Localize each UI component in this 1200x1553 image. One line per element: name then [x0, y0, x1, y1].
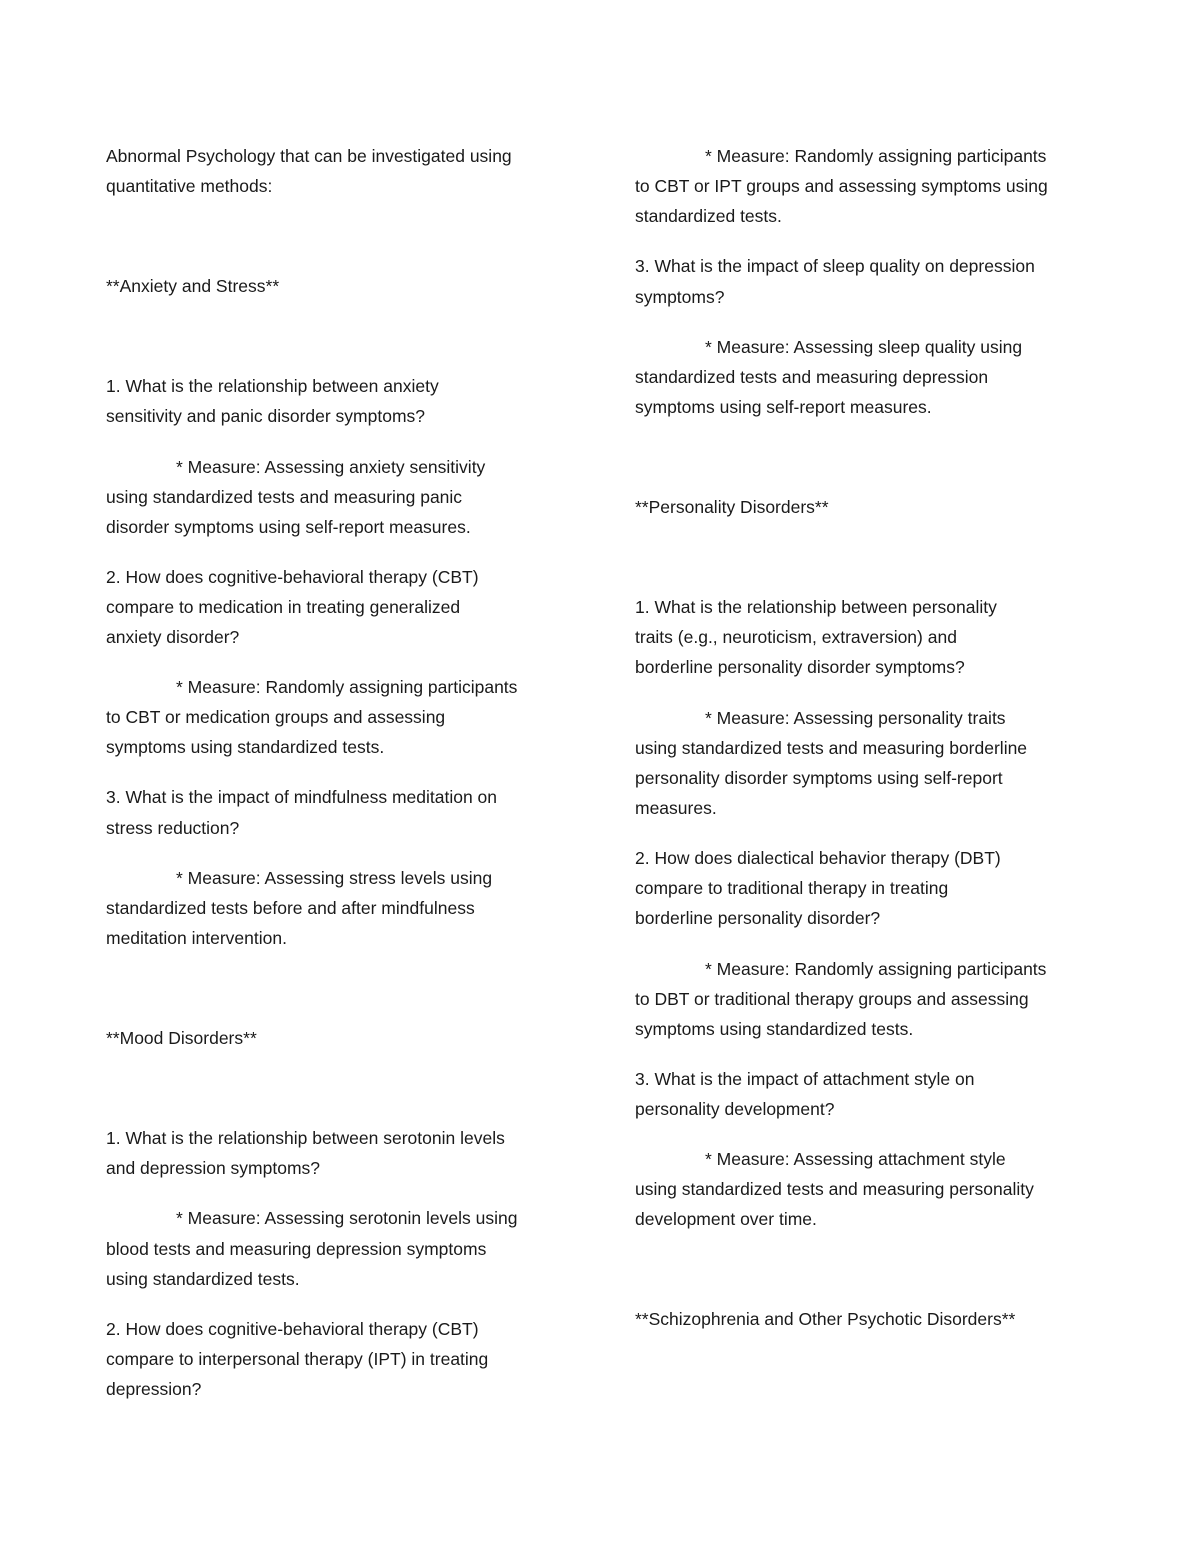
question-line: symptoms? — [635, 287, 725, 307]
measure-line: * Measure: Assessing serotonin levels using — [176, 1208, 518, 1228]
question-line: borderline personality disorder symptoms? — [635, 657, 965, 677]
measure-line: * Measure: Randomly assigning participants — [176, 677, 518, 697]
intro-line: quantitative methods: — [106, 176, 273, 196]
question-line: compare to traditional therapy in treating — [635, 878, 949, 898]
measure-line: disorder symptoms using self-report measures. — [106, 517, 471, 537]
question-line: compare to interpersonal therapy (IPT) in treating — [106, 1349, 489, 1369]
measure-line: * Measure: Randomly assigning participants — [705, 146, 1047, 166]
question-line: 2. How does dialectical behavior therapy (DBT) — [635, 848, 1001, 868]
question-line: depression? — [106, 1379, 202, 1399]
question-line: 2. How does cognitive-behavioral therapy (CBT) — [106, 567, 479, 587]
question-line: compare to medication in treating generalized — [106, 597, 461, 617]
question-line: 2. How does cognitive-behavioral therapy (CBT) — [106, 1319, 479, 1339]
question-line: 3. What is the impact of mindfulness meditation on — [106, 787, 498, 807]
question-line: 1. What is the relationship between serotonin levels — [106, 1128, 505, 1148]
measure-line: standardized tests and measuring depression — [635, 367, 989, 387]
measure-line: * Measure: Assessing stress levels using — [176, 868, 493, 888]
measure-line: * Measure: Assessing attachment style — [705, 1149, 1006, 1169]
measure-line: development over time. — [635, 1209, 817, 1229]
question-line: personality development? — [635, 1099, 835, 1119]
intro-line: Abnormal Psychology that can be investigated using — [106, 146, 512, 166]
measure-line: to CBT or IPT groups and assessing symptoms using — [635, 176, 1048, 196]
section-heading-personality: **Personality Disorders** — [635, 497, 829, 517]
measure-line: * Measure: Assessing personality traits — [705, 708, 1006, 728]
section-heading-anxiety: **Anxiety and Stress** — [106, 276, 280, 296]
measure-line: using standardized tests. — [106, 1269, 300, 1289]
question-line: borderline personality disorder? — [635, 908, 881, 928]
measure-line: symptoms using standardized tests. — [635, 1019, 914, 1039]
question-line: 1. What is the relationship between anxiety — [106, 376, 439, 396]
measure-line: personality disorder symptoms using self-report — [635, 768, 1003, 788]
question-line: 1. What is the relationship between personality — [635, 597, 997, 617]
measure-line: * Measure: Assessing sleep quality using — [705, 337, 1023, 357]
measure-line: standardized tests. — [635, 206, 782, 226]
question-line: stress reduction? — [106, 818, 240, 838]
measure-line: to DBT or traditional therapy groups and assessing — [635, 989, 1029, 1009]
measure-line: using standardized tests and measuring panic — [106, 487, 463, 507]
question-line: 3. What is the impact of attachment style on — [635, 1069, 975, 1089]
measure-line: symptoms using standardized tests. — [106, 737, 385, 757]
section-heading-mood: **Mood Disorders** — [106, 1028, 257, 1048]
measure-line: using standardized tests and measuring borderline — [635, 738, 1028, 758]
question-line: traits (e.g., neuroticism, extraversion) and — [635, 627, 957, 647]
measure-line: * Measure: Assessing anxiety sensitivity — [176, 457, 486, 477]
measure-line: to CBT or medication groups and assessing — [106, 707, 446, 727]
question-line: and depression symptoms? — [106, 1158, 320, 1178]
question-line: anxiety disorder? — [106, 627, 240, 647]
measure-line: * Measure: Randomly assigning participants — [705, 959, 1047, 979]
measure-line: symptoms using self-report measures. — [635, 397, 932, 417]
measure-line: measures. — [635, 798, 717, 818]
measure-line: standardized tests before and after mindfulness — [106, 898, 475, 918]
measure-line: meditation intervention. — [106, 928, 287, 948]
question-line: 3. What is the impact of sleep quality on depression — [635, 256, 1035, 276]
measure-line: blood tests and measuring depression symptoms — [106, 1239, 487, 1259]
section-heading-schizophrenia: **Schizophrenia and Other Psychotic Disorders** — [635, 1309, 1016, 1329]
measure-line: using standardized tests and measuring personality — [635, 1179, 1034, 1199]
question-line: sensitivity and panic disorder symptoms? — [106, 406, 426, 426]
